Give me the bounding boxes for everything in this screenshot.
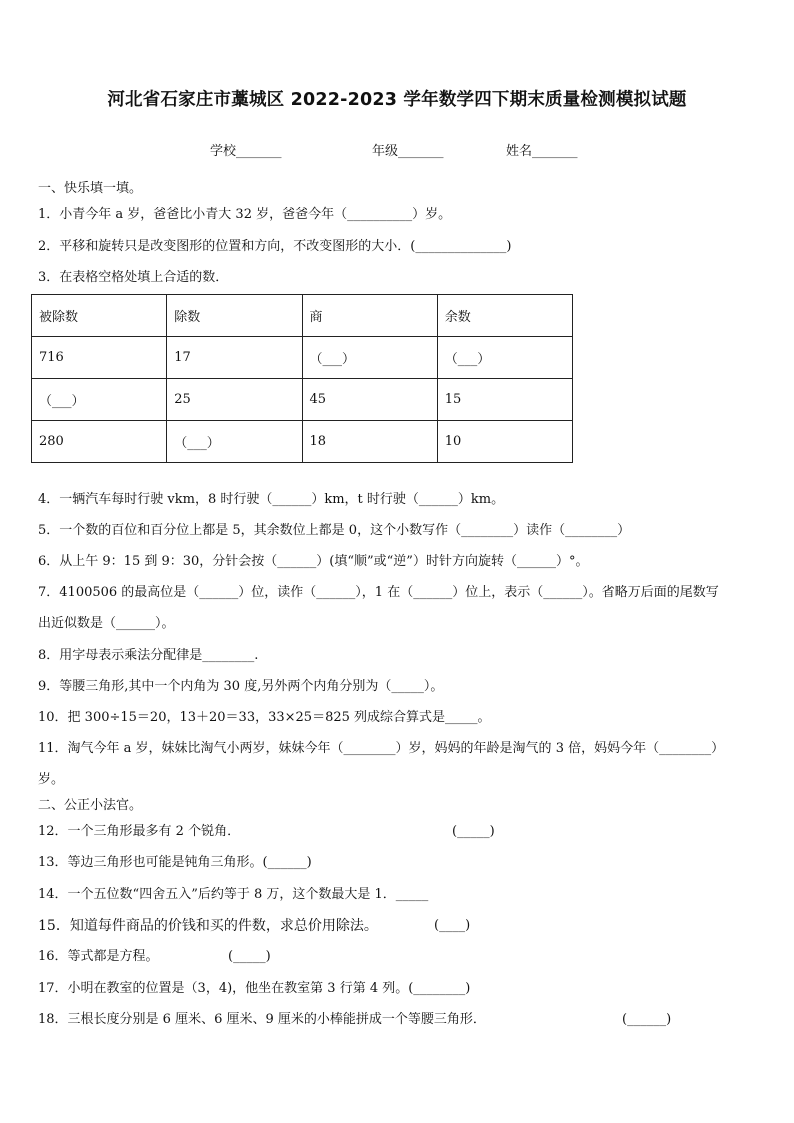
question-7-continued: 出近似数是（______）。 bbox=[38, 616, 175, 631]
question-1: 1．小青今年 a 岁，爸爸比小青大 32 岁，爸爸今年（__________）岁。 bbox=[38, 207, 452, 222]
table-row bbox=[32, 337, 573, 379]
question-13: 13．等边三角形也可能是钝角三角形。(______) bbox=[38, 855, 312, 870]
table-cell: 18 bbox=[302, 421, 437, 463]
table-cell-blank[interactable]: （___） bbox=[302, 337, 437, 379]
table-row bbox=[32, 421, 573, 463]
page-title: 河北省石家庄市藁城区 2022-2023 学年数学四下期末质量检测模拟试题 bbox=[107, 90, 687, 110]
table-header-row bbox=[32, 295, 573, 337]
table-cell: 716 bbox=[32, 337, 167, 379]
table-cell: 10 bbox=[437, 421, 572, 463]
name-field[interactable]: 姓名_______ bbox=[506, 144, 578, 159]
question-6: 6．从上午 9：15 到 9：30，分针会按（______）(填“顺”或“逆”）时针方向旋转（______）°。 bbox=[38, 554, 589, 569]
table-cell: 25 bbox=[167, 379, 302, 421]
question-11: 11．淘气今年 a 岁，妹妹比淘气小两岁，妹妹今年（________）岁，妈妈的年龄是淘气的 3 倍，妈妈今年（________） bbox=[38, 741, 725, 756]
question-2: 2．平移和旋转只是改变图形的位置和方向，不改变图形的大小．(______________) bbox=[38, 239, 512, 254]
question-8: 8．用字母表示乘法分配律是________. bbox=[38, 648, 259, 663]
table-header-cell: 余数 bbox=[437, 295, 572, 337]
school-field[interactable]: 学校_______ bbox=[210, 144, 282, 159]
section-heading-fill: 一、快乐填一填。 bbox=[38, 181, 143, 196]
table-cell: 280 bbox=[32, 421, 167, 463]
question-14: 14．一个五位数“四舍五入”后约等于 8 万，这个数最大是 1．_____ bbox=[38, 887, 429, 902]
question-11-continued: 岁。 bbox=[38, 772, 65, 787]
division-table bbox=[31, 294, 573, 463]
table-header-cell: 被除数 bbox=[32, 295, 167, 337]
question-15: 15．知道每件商品的价钱和买的件数，求总价用除法。 bbox=[38, 918, 378, 934]
question-4: 4．一辆汽车每时行驶 vkm，8 时行驶（______）km，t 时行驶（______）km。 bbox=[38, 492, 505, 507]
question-16: 16．等式都是方程。 bbox=[38, 949, 159, 964]
question-7: 7．4100506 的最高位是（______）位，读作（______），1 在（______）位上，表示（______）。省略万后面的尾数写 bbox=[38, 585, 719, 600]
table-row bbox=[32, 379, 573, 421]
question-17: 17．小明在教室的位置是（3，4)，他坐在教室第 3 行第 4 列。(________) bbox=[38, 981, 471, 996]
answer-paren-16[interactable]: (_____) bbox=[228, 949, 271, 964]
table-cell-blank[interactable]: （___） bbox=[167, 421, 302, 463]
table-cell-blank[interactable]: （___） bbox=[437, 337, 572, 379]
table-header-cell: 除数 bbox=[167, 295, 302, 337]
section-heading-judge: 二、公正小法官。 bbox=[38, 798, 143, 813]
answer-paren-18[interactable]: (______) bbox=[622, 1012, 672, 1027]
grade-field[interactable]: 年级_______ bbox=[372, 144, 444, 159]
question-9: 9．等腰三角形,其中一个内角为 30 度,另外两个内角分别为（_____）。 bbox=[38, 679, 444, 694]
table-cell: 15 bbox=[437, 379, 572, 421]
answer-paren-15[interactable]: (____) bbox=[434, 918, 471, 933]
table-cell: 45 bbox=[302, 379, 437, 421]
answer-paren-12[interactable]: (_____) bbox=[452, 824, 495, 839]
table-header-cell: 商 bbox=[302, 295, 437, 337]
table-cell: 17 bbox=[167, 337, 302, 379]
question-12: 12．一个三角形最多有 2 个锐角． bbox=[38, 824, 241, 839]
question-10: 10．把 300÷15＝20，13＋20＝33，33×25＝825 列成综合算式是_____。 bbox=[38, 710, 491, 725]
question-5: 5．一个数的百位和百分位上都是 5，其余数位上都是 0，这个小数写作（________）读作（________） bbox=[38, 523, 631, 538]
question-18: 18．三根长度分别是 6 厘米、6 厘米、9 厘米的小棒能拼成一个等腰三角形． bbox=[38, 1012, 486, 1027]
question-3: 3．在表格空格处填上合适的数． bbox=[38, 270, 229, 285]
table-cell-blank[interactable]: （___） bbox=[32, 379, 167, 421]
